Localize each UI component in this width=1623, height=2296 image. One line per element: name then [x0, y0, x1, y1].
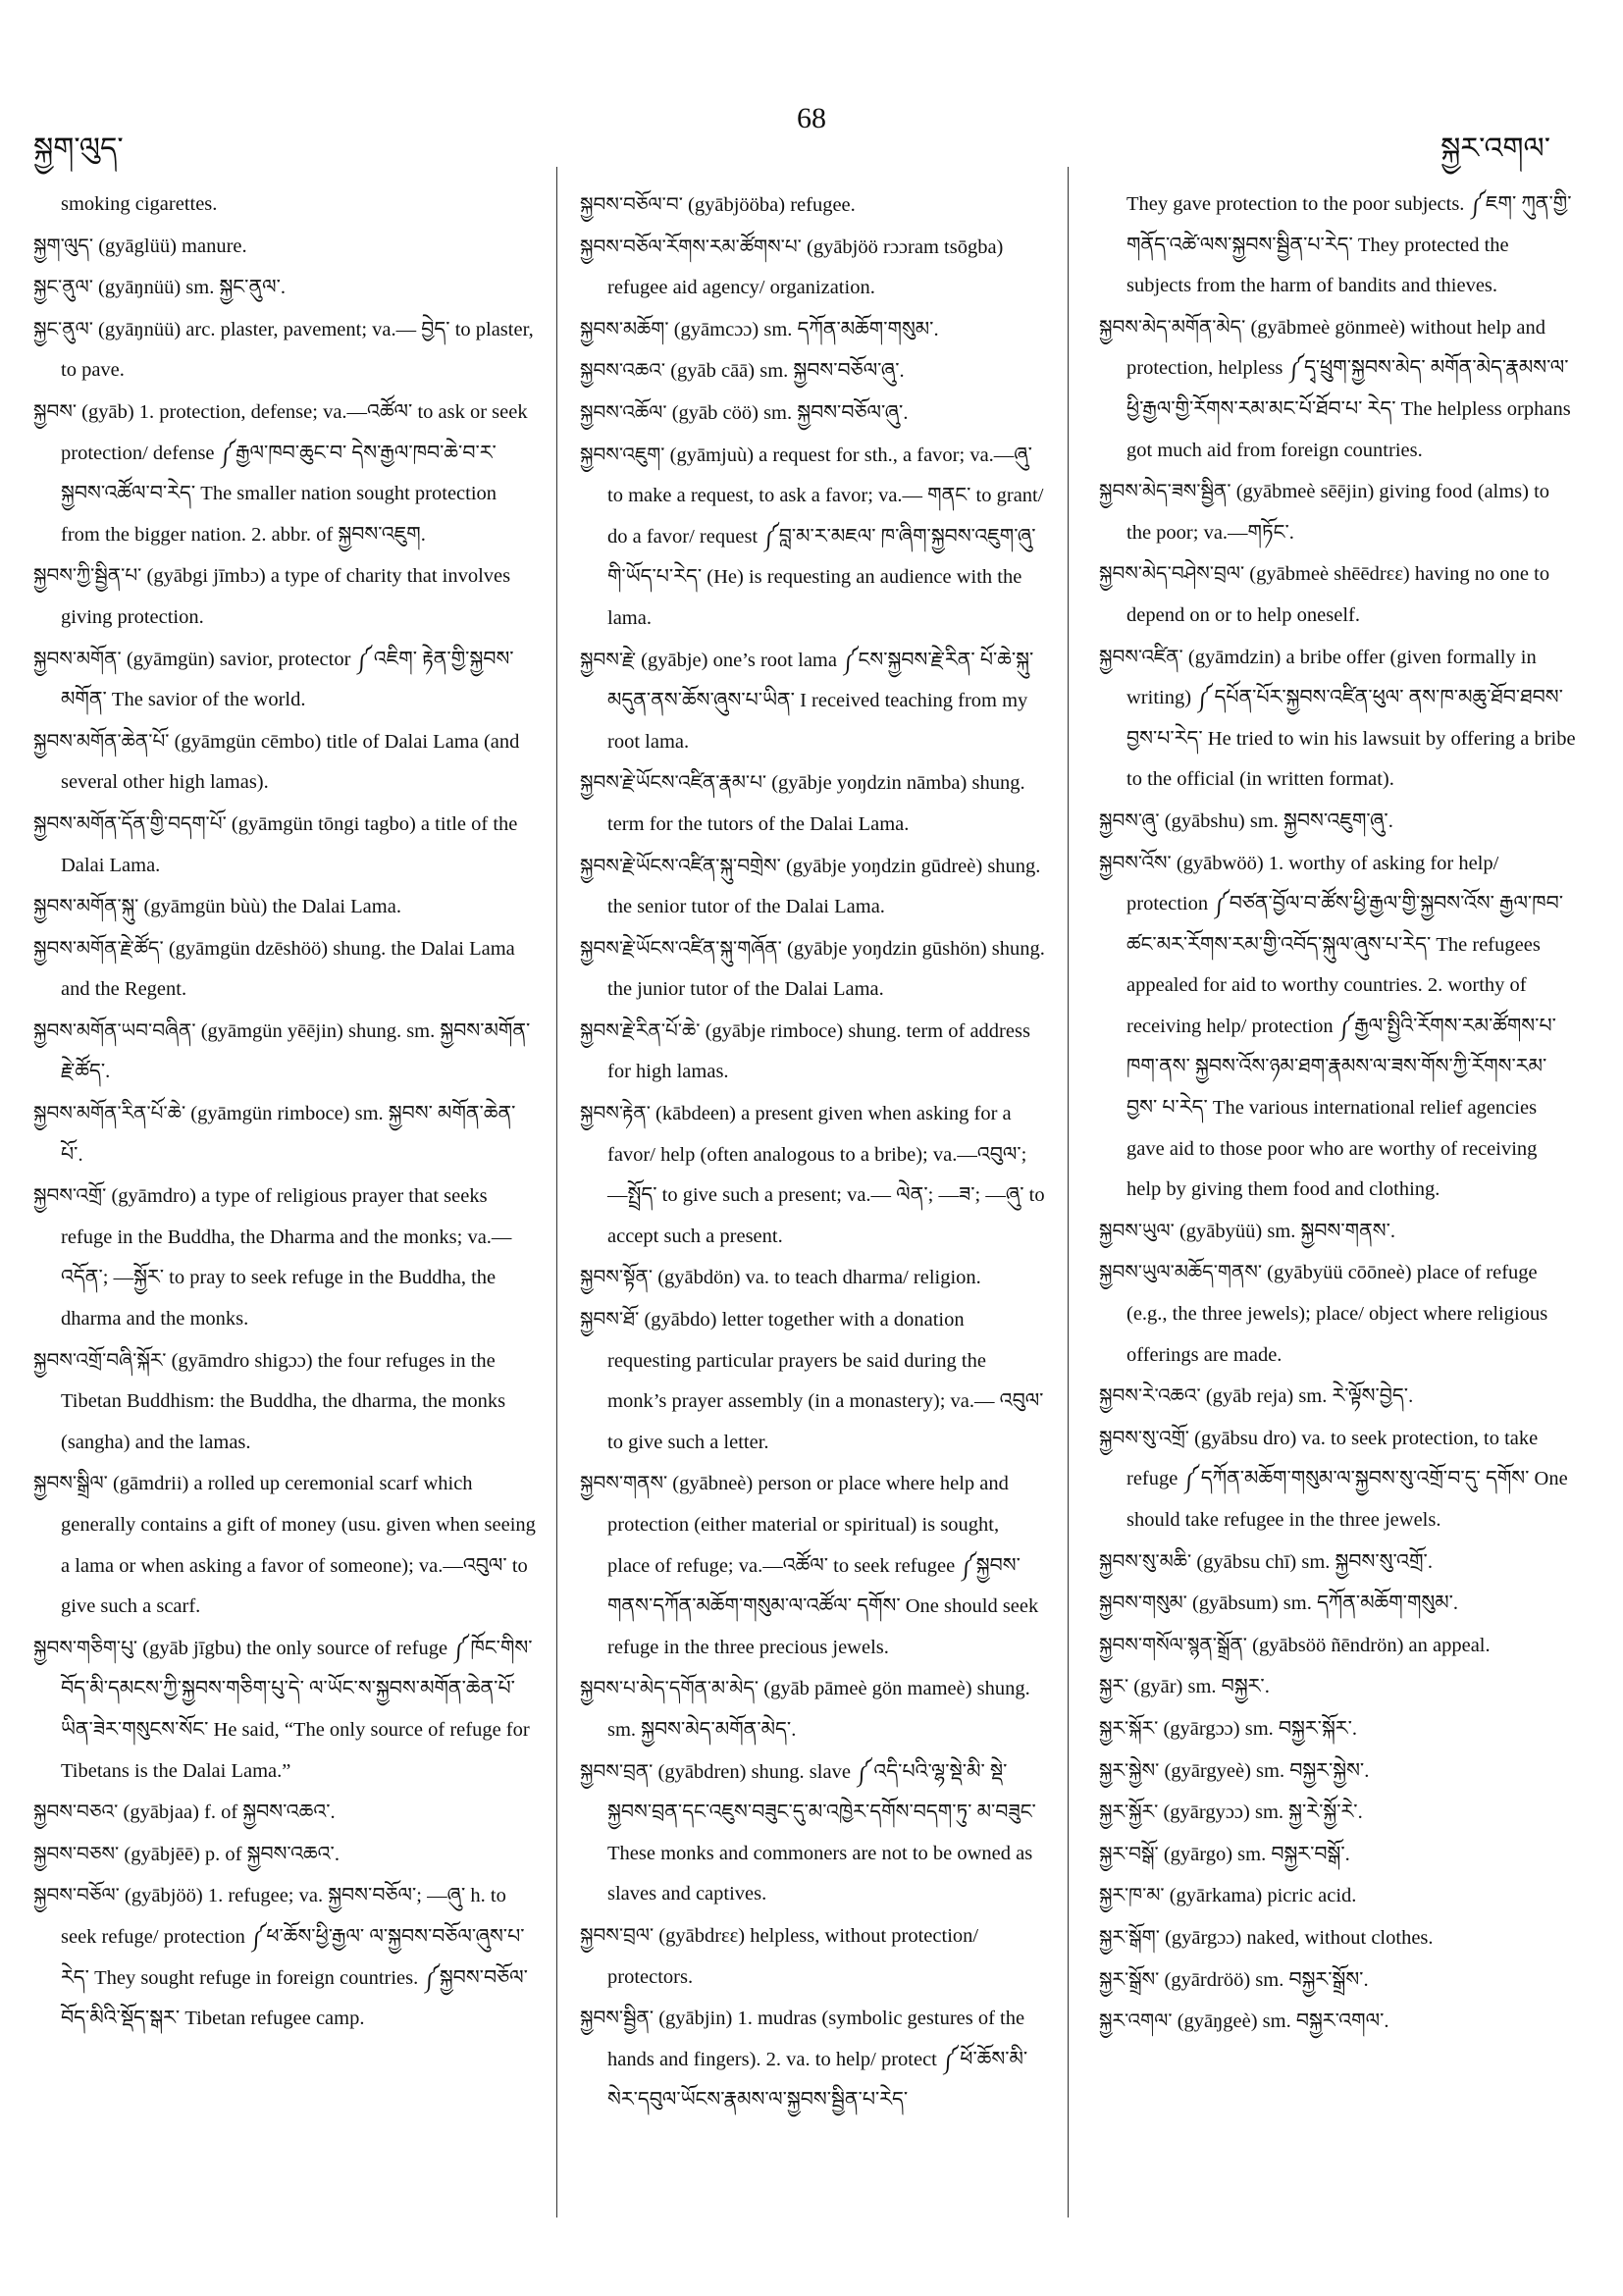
entry-headword: སྐྱར་ཁ་མ་ — [1099, 1883, 1165, 1907]
entry-headword: སྐྱབས་མཆོག་ — [580, 316, 669, 340]
column-divider — [1068, 167, 1069, 2218]
dictionary-entry — [1099, 843, 1576, 1211]
dictionary-entry — [580, 640, 1046, 763]
entry-definition: (gyābshu) sm. སྐྱབས་འཇུག་ཞུ་. — [1164, 809, 1393, 832]
entry-definition: (gyārgɔɔ) sm. བསྐྱར་སྐོར་. — [1163, 1717, 1358, 1740]
dictionary-entry — [580, 846, 1046, 928]
dictionary-column-1 — [33, 184, 536, 2040]
entry-definition: (gāmdrii) a rolled up ceremonial scarf which generally contains a gift of money (usu. given when seeing a lama or when asking a favor of someone); va.—འབུལ་ to give such a scarf. — [61, 1473, 536, 1618]
entry-definition: (gyāmgün) savior, protector ༼འཇིག་ རྟེན་གྱི་སྐྱབས་མགོན་ The savior of the world. — [61, 648, 514, 711]
dictionary-entry — [1099, 1252, 1576, 1376]
entry-headword: སྐྱབས་གསོལ་སྙན་སྒྲོན་ — [1099, 1632, 1247, 1656]
entry-definition: (gyābje rimboce) shung. term of address for high lamas. — [607, 1019, 1030, 1083]
entry-headword: སྐྱབས་པ་མེད་དགོན་མ་མེད་ — [580, 1676, 759, 1700]
entry-headword: སྐྱབས་ཀྱི་སྦྱིན་པ་ — [33, 563, 142, 588]
dictionary-entry — [1099, 1583, 1576, 1625]
entry-definition: (gyāb pāmeè gön mameè) shung. sm. སྐྱབས་མེད་མགོན་མེད་. — [607, 1678, 1030, 1741]
dictionary-entry — [33, 1011, 536, 1093]
entry-definition: (gyābje yoŋdzin gūdreè) shung. the senior tutor of the Dalai Lama. — [607, 855, 1041, 918]
entry-definition: (gyāŋgeè) sm. བསྐྱར་འགལ་. — [1177, 2010, 1389, 2033]
entry-headword: སྐྱར་སྐྱོར་ — [1099, 1800, 1159, 1824]
dictionary-entry — [33, 1834, 536, 1876]
entry-definition: (gyāmgün cēmbo) title of Dalai Lama (and several other high lamas). — [61, 730, 520, 794]
entry-definition: (gyābdrεε) helpless, without protection/ protectors. — [607, 1924, 979, 1988]
entry-headword: སྐྱབས་རྗེ་ཡོངས་འཛིན་སྐུ་བགྲེས་ — [580, 853, 781, 877]
dictionary-entry — [1099, 1917, 1576, 1959]
dictionary-entry — [580, 227, 1046, 309]
dictionary-entry — [1099, 1875, 1576, 1917]
entry-definition: (gyāmjuù) a request for sth., a favor; va.—ཞུ་ to make a request, to ask a favor; va.— གནང་ to grant/ do a favor/ request ༼བླ་མ་ར་མཇལ་ ཁ་ཞིག་སྐྱབས་འཇུག་ཞུ་གི་ཡོད་པ་རེད་ (He) is requesting an audience with the lama. — [607, 444, 1044, 629]
entry-definition: (gyābsu chī) sm. སྐྱབས་སུ་འགྲོ་. — [1196, 1550, 1433, 1573]
dictionary-entry — [33, 267, 536, 309]
dictionary-entry — [580, 1915, 1046, 1998]
entry-headword: སྐྱབས་མགོན་དོན་གྱི་བདག་པོ་ — [33, 810, 227, 835]
entry-headword: སྐྱབས་རྟེན་ — [580, 1101, 651, 1125]
dictionary-column-3 — [1099, 184, 1576, 2043]
entry-headword: སྐྱབས་བཅོལ་བ་ — [580, 192, 683, 216]
entry-definition: (gyābdo) letter together with a donation requesting particular prayers be said during the monk’s prayer assembly (in a monastery); va.— འབུལ་ to give such a letter. — [607, 1309, 1044, 1453]
dictionary-entry — [33, 1340, 536, 1464]
entry-definition: (gyārgyeè) sm. བསྐྱར་སྐྱེས་. — [1164, 1759, 1370, 1782]
entry-definition: (gyāb cöö) sm. སྐྱབས་བཅོལ་ཞུ་. — [671, 401, 909, 424]
entry-definition: (gyābjööba) refugee. — [688, 194, 856, 216]
dictionary-entry — [580, 1093, 1046, 1257]
entry-definition: (gyābjaa) f. of སྐྱབས་འཆའ་. — [123, 1801, 336, 1824]
dictionary-entry — [580, 184, 1046, 227]
dictionary-entry — [1099, 1211, 1576, 1253]
entry-headword: སྐྱབས་ — [33, 398, 78, 423]
running-head-right: སྐྱར་འགལ་ — [1440, 131, 1550, 166]
dictionary-entry — [1099, 2001, 1576, 2043]
entry-definition: (gyābjöö) 1. refugee; va. སྐྱབས་བཅོལ་; —ཞུ་ h. to seek refuge/ protection ༼ཕ་ཆོས་ཕྱི་རྒྱལ་ ལ་སྐྱབས་བཅོལ་ཞུས་པ་རེད་ They sought refuge in foreign countries. ༼སྐྱབས་བཅོལ་བོད་མིའི་སྡོད་སྒར་ Tibetan refugee camp. — [61, 1885, 528, 2030]
entry-headword: སྐྱབས་རེ་འཆའ་ — [1099, 1383, 1201, 1408]
dictionary-entry — [580, 1751, 1046, 1915]
entry-definition: (gyābneè) person or place where help and protection (either material or spiritual) is sought, place of refuge; va.—འཚོལ་ to seek refugee ༼སྐྱབས་གནས་དཀོན་མཆོག་གསུམ་ལ་འཚོལ་ དགོས་ One should seek refuge in the three precious jewels. — [607, 1473, 1039, 1658]
entry-headword: སྐྱབས་འཆའ་ — [580, 358, 666, 383]
dictionary-entry — [1099, 1792, 1576, 1834]
entry-headword: སྐྱར་བསྒོ་ — [1099, 1841, 1159, 1865]
column-divider — [556, 167, 557, 2218]
dictionary-entry — [1099, 184, 1576, 307]
entry-headword: སྐྱབས་བཅའ་ — [33, 1800, 119, 1824]
entry-headword: སྐྱར་སྒོག་ — [1099, 1924, 1160, 1949]
entry-definition: (gyābje yoŋdzin gūshön) shung. the junior tutor of the Dalai Lama. — [607, 937, 1045, 1001]
dictionary-entry — [1099, 1376, 1576, 1418]
entry-headword: སྐྱབས་ཞུ་ — [1099, 808, 1160, 832]
entry-headword: སྐྱབས་འཇུག་ — [580, 442, 665, 466]
entry-definition: (gyārdröö) sm. བསྐྱར་སྒྲོས་. — [1164, 1968, 1369, 1991]
dictionary-entry — [580, 1668, 1046, 1750]
entry-headword: སྐྱབས་ཡུལ་ — [1099, 1218, 1175, 1242]
dictionary-entry — [33, 1093, 536, 1175]
entry-headword: སྐྱབས་རྗེ་ — [580, 647, 637, 671]
entry-definition: (gyābwöö) 1. worthy of asking for help/ protection ༼བཙན་བྱོལ་བ་ཚོས་ཕྱི་རྒྱལ་གྱི་སྐྱབས་འོས་ རྒྱལ་ཁབ་ཚང་མར་རོགས་རམ་གྱི་འབོད་སྐུལ་ཞུས་པ་རེད་ The refugees appealed for aid to worthy countries. 2. worthy of receiving help/ protection ༼རྒྱལ་སྤྱིའི་རོགས་རམ་ཚོགས་པ་ཁག་ནས་ སྐྱབས་འོས་ཉམ་ཐག་རྣམས་ལ་ཟས་གོས་ཀྱི་རོགས་རམ་བྱས་ པ་རེད་ The various international relief agencies gave aid to those poor who are worthy of receiving help by giving them food and clothing. — [1126, 852, 1564, 1201]
entry-headword: སྐྱར་ — [1099, 1674, 1129, 1698]
entry-definition: (gyābdön) va. to teach dharma/ religion. — [657, 1267, 981, 1289]
dictionary-entry — [580, 1257, 1046, 1299]
entry-definition: (gyābyüü) sm. སྐྱབས་གནས་. — [1178, 1220, 1396, 1242]
entry-headword: སྐྱབས་བཅོལ་ — [33, 1883, 120, 1907]
entry-definition: (gyāmcɔɔ) sm. དཀོན་མཆོག་གསུམ་. — [673, 318, 939, 340]
entry-headword: སྐྱབས་སུ་མཆི་ — [1099, 1548, 1192, 1573]
entry-headword: སྐྱབས་གནས་ — [580, 1471, 668, 1495]
entry-headword: སྐྱར་སྐྱེས་ — [1099, 1757, 1160, 1782]
entry-headword: སྐྱར་སྒྲོས་ — [1099, 1966, 1160, 1991]
dictionary-entry — [580, 350, 1046, 392]
dictionary-entry — [33, 1628, 536, 1792]
entry-definition: (gyābsu dro) va. to seek protection, to take refuge ༼དཀོན་མཆོག་གསུམ་ལ་སྐྱབས་སུ་འགྲོ་བ་དུ་ དགོས་ One should take refugee in the three jewels. — [1126, 1427, 1568, 1531]
dictionary-entry — [580, 1299, 1046, 1463]
entry-headword: སྐྱབས་ཡུལ་མཆོད་གནས་ — [1099, 1260, 1263, 1284]
dictionary-entry — [33, 1875, 536, 2039]
dictionary-entry — [1099, 637, 1576, 801]
entry-definition: (gyāmgün rimboce) sm. སྐྱབས་ མགོན་ཆེན་པོ་. — [61, 1103, 516, 1166]
entry-definition: (kābdeen) a present given when asking for a favor/ help (often analogous to a bribe); va.—འབུལ་; —སྤྲོད་ to give such a present; va.— ལེན་; —ཟ་; —ཞུ་ to accept such a present. — [607, 1103, 1045, 1247]
entry-definition: They gave protection to the poor subjects. ༼ཇག་ ཀུན་གྱི་གནོད་འཚེ་ལས་སྐྱབས་སྦྱིན་པ་རེད་ They protected the subjects from the harm of bandits and thieves. — [1126, 193, 1572, 297]
entry-definition: (gyārgɔɔ) naked, without clothes. — [1165, 1926, 1434, 1949]
dictionary-entry — [1099, 307, 1576, 471]
entry-headword: སྐྱབས་མགོན་ཡབ་བཞིན་ — [33, 1018, 196, 1042]
dictionary-entry — [33, 309, 536, 391]
entry-definition: (gyābje) one’s root lama ༼ངས་སྐྱབས་རྗེ་རིན་ པོ་ཆེ་སྐུ་མདུན་ནས་ཆོས་ཞུས་པ་ཡིན་ I received teaching from my root lama. — [607, 649, 1034, 753]
entry-definition: (gyābje yoŋdzin nāmba) shung. term for the tutors of the Dalai Lama. — [607, 772, 1025, 835]
dictionary-entry — [33, 1463, 536, 1627]
entry-definition: (gyāmdro) a type of religious prayer that seeks refuge in the Buddha, the Dharma and the monks; va.—འདོན་; —སྐྱོར་ to pray to seek refuge in the Buddha, the dharma and the monks. — [61, 1185, 512, 1331]
dictionary-entry — [33, 226, 536, 268]
dictionary-entry — [580, 1998, 1046, 2121]
dictionary-entry — [580, 928, 1046, 1011]
entry-definition: (gyābyüü cōōneè) place of refuge (e.g., the three jewels); place/ object where religious offerings are made. — [1126, 1262, 1548, 1366]
dictionary-entry — [1099, 1959, 1576, 2002]
entry-definition: (gyāŋnüü) arc. plaster, pavement; va.— བྱེད་ to plaster, to pave. — [61, 318, 534, 382]
entry-headword: སྐྱབས་མགོན་རིན་པོ་ཆེ་ — [33, 1101, 186, 1125]
dictionary-entry — [580, 435, 1046, 640]
dictionary-entry — [580, 392, 1046, 435]
entry-headword: སྐྱབས་མེད་མགོན་མེད་ — [1099, 314, 1246, 339]
dictionary-entry — [1099, 1541, 1576, 1584]
entry-headword: སྐྱང་ནུལ་ — [33, 316, 93, 340]
dictionary-entry — [1099, 471, 1576, 553]
dictionary-entry — [1099, 1834, 1576, 1876]
dictionary-entry — [1099, 1708, 1576, 1750]
entry-headword: སྐྱབས་སུ་འགྲོ་ — [1099, 1425, 1189, 1449]
entry-headword: སྐྱབས་སྒྲིལ་ — [33, 1471, 108, 1495]
entry-definition: smoking cigarettes. — [61, 193, 218, 215]
entry-definition: (gyāb jīgbu) the only source of refuge ༼ཁོང་གིས་བོད་མི་དམངས་ཀྱི་སྐྱབས་གཅིག་པུ་དེ་ ལ་ཡོང་ས་སྐྱབས་མགོན་ཆེན་པོ་ཡིན་ཟེར་གསུངས་སོང་ He said, “The only source of refuge for Tibetans is the Dalai Lama.” — [61, 1637, 533, 1782]
entry-headword: སྐྱབས་འོས་ — [1099, 850, 1172, 874]
entry-headword: སྐྱབས་འཛིན་ — [1099, 644, 1183, 668]
entry-headword: སྐྱབས་གཅིག་པུ་ — [33, 1635, 138, 1659]
entry-definition: (gyāmgün yēējin) shung. sm. སྐྱབས་མགོན་རྗེ་ཚོད་. — [61, 1019, 531, 1083]
entry-headword: སྐྱབས་བྲན་ — [580, 1758, 654, 1783]
running-head-left: སྐྱག་ལུད་ — [33, 131, 124, 166]
page-number: 68 — [797, 102, 826, 134]
entry-definition: (gyābsum) sm. དཀོན་མཆོག་གསུམ་. — [1191, 1592, 1459, 1615]
entry-headword: སྐྱར་སྐོར་ — [1099, 1715, 1159, 1740]
entry-definition: (gyāmdro shigɔɔ) the four refuges in the Tibetan Buddhism: the Buddha, the dharma, the monks (sangha) and the lamas. — [61, 1349, 506, 1453]
entry-definition: (gyāŋnüü) sm. སྐྱང་ནུལ་. — [98, 277, 287, 299]
entry-headword: སྐྱག་ལུད་ — [33, 233, 94, 257]
entry-headword: སྐྱབས་སྦྱིན་ — [580, 2006, 654, 2030]
entry-definition: (gyār) sm. བསྐྱར་. — [1133, 1676, 1270, 1698]
entry-definition: (gyābmeè gönmeè) without help and protection, helpless ༼དྭ་ཕྲུག་སྐྱབས་མེད་ མགོན་མེད་རྣམས་ལ་ཕྱི་རྒྱལ་གྱི་རོགས་རམ་མང་པོ་ཐོབ་པ་ རེད་ The helpless orphans got much aid from foreign countries. — [1126, 316, 1571, 461]
entry-definition: (gyābjēē) p. of སྐྱབས་འཆའ་. — [124, 1843, 340, 1865]
dictionary-entry — [580, 309, 1046, 351]
dictionary-entry — [580, 762, 1046, 845]
entry-headword: སྐྱབས་གསུམ་ — [1099, 1591, 1187, 1615]
dictionary-entry — [33, 639, 536, 721]
entry-definition: (gyābgi jīmbɔ) a type of charity that involves giving protection. — [61, 565, 511, 628]
dictionary-entry — [33, 886, 536, 928]
entry-definition: (gyābmeè sēējin) giving food (alms) to the poor; va.—གཏོང་. — [1126, 481, 1550, 544]
dictionary-entry — [580, 1463, 1046, 1668]
entry-headword: སྐྱབས་སྟོན་ — [580, 1265, 654, 1289]
entry-headword: སྐྱབས་འགྲོ་བཞི་སྐོར་ — [33, 1347, 167, 1372]
entry-definition: (gyāb) 1. protection, defense; va.—འཚོལ་ to ask or seek protection/ defense ༼རྒྱལ་ཁབ་ཆུང་བ་ དེས་རྒྱལ་ཁབ་ཆེ་བ་ར་སྐྱབས་འཚོལ་བ་རེད་ The smaller nation sought protection from the bigger nation. 2. abbr. of སྐྱབས་འཇུག. — [61, 400, 528, 546]
entry-headword: སྐྱར་འགལ་ — [1099, 2009, 1173, 2033]
entry-definition: (gyāmgün tōngi tagbo) a title of the Dalai Lama. — [61, 812, 518, 876]
entry-definition: (gyārkama) picric acid. — [1169, 1885, 1357, 1907]
entry-definition: (gyābjin) 1. mudras (symbolic gestures of the hands and fingers). 2. va. to help/ protect ༼ཕོ་ཆོས་མི་སེར་དབུལ་ཡོངས་རྣམས་ལ་སྐྱབས་སྦྱིན་པ་རེད་ — [607, 2008, 1028, 2112]
dictionary-entry — [33, 555, 536, 638]
entry-headword: སྐྱབས་མགོན་ — [33, 646, 122, 670]
entry-headword: སྐྱབས་བཅོལ་རོགས་རམ་ཚོགས་པ་ — [580, 234, 802, 258]
dictionary-entry — [33, 184, 536, 226]
entry-headword: སྐྱབས་མགོན་རྗེ་ཚོད་ — [33, 935, 164, 960]
dictionary-entry — [33, 1792, 536, 1834]
dictionary-entry — [1099, 801, 1576, 843]
entry-headword: སྐྱབས་ཐོ་ — [580, 1307, 640, 1331]
entry-headword: སྐྱབས་མེད་བཤེས་བྲལ་ — [1099, 561, 1245, 586]
entry-definition: (gyābjöö rɔɔram tsōgba) refugee aid agency/ organization. — [607, 235, 1004, 299]
dictionary-entry — [1099, 1418, 1576, 1541]
entry-headword: སྐྱབས་རྗེ་ཡོངས་འཛིན་རྣམ་པ་ — [580, 770, 767, 795]
entry-headword: སྐྱབས་མེད་ཟས་སྦྱིན་ — [1099, 479, 1231, 503]
entry-headword: སྐྱབས་རྗེ་ཡོངས་འཛིན་སྐུ་གཞོན་ — [580, 935, 782, 960]
entry-definition: (gyāglüü) manure. — [98, 235, 247, 257]
entry-definition: (gyārgo) sm. བསྐྱར་བསྒོ་. — [1163, 1843, 1350, 1865]
dictionary-entry — [1099, 1625, 1576, 1667]
dictionary-entry — [1099, 553, 1576, 636]
dictionary-entry — [33, 391, 536, 555]
entry-definition: (gyāmdzin) a bribe offer (given formally in writing) ༼དཔོན་པོར་སྐྱབས་འཛིན་ཕུལ་ ནས་ཁ་མཆུ་ཐོབ་ཐབས་བྱས་པ་རེད་ He tried to win his lawsuit by offering a bribe to the official (in written format). — [1126, 646, 1576, 791]
entry-headword: སྐྱབས་འཆོལ་ — [580, 399, 667, 424]
entry-headword: སྐྱབས་བཅས་ — [33, 1841, 120, 1865]
entry-headword: སྐྱང་ནུལ་ — [33, 275, 93, 299]
dictionary-entry — [33, 1175, 536, 1339]
entry-definition: (gyāb cāā) sm. སྐྱབས་བཅོལ་ཞུ་. — [670, 360, 905, 383]
dictionary-entry — [580, 1011, 1046, 1093]
entry-headword: སྐྱབས་མགོན་སྐུ་ — [33, 894, 139, 918]
entry-headword: སྐྱབས་མགོན་ཆེན་པོ་ — [33, 728, 170, 753]
entry-definition: (gyārgyɔɔ) sm. སྐྱ་རེ་སྐྱོ་རེ་. — [1163, 1801, 1363, 1824]
dictionary-entry — [33, 928, 536, 1011]
dictionary-entry — [1099, 1750, 1576, 1793]
dictionary-entry — [33, 804, 536, 886]
entry-definition: (gyābmeè shēēdrεε) having no one to depend on or to help oneself. — [1126, 563, 1550, 626]
dictionary-column-2 — [580, 184, 1046, 2121]
entry-definition: (gyābsöö ñēndrön) an appeal. — [1252, 1634, 1491, 1656]
entry-definition: (gyāb reja) sm. རེ་ལྟོས་བྱེད་. — [1205, 1385, 1414, 1408]
entry-headword: སྐྱབས་རྗེ་རིན་པོ་ཆེ་ — [580, 1018, 701, 1042]
entry-definition: (gyābdren) shung. slave ༼འདི་པའི་ལྷ་སྡེ་མི་ སྡེ་སྐྱབས་བྲན་དང་འཇུས་བཟུང་དུ་མ་འཁྱེར་དགོས་བདག་ཏུ་ མ་བཟུང་ These monks and commoners are not to be owned as slaves and captives. — [607, 1760, 1036, 1905]
entry-definition: (gyāmgün bùù) the Dalai Lama. — [143, 896, 401, 918]
entry-headword: སྐྱབས་འགྲོ་ — [33, 1183, 107, 1208]
dictionary-entry — [1099, 1666, 1576, 1708]
entry-headword: སྐྱབས་བྲལ་ — [580, 1922, 654, 1947]
dictionary-entry — [33, 721, 536, 804]
entry-definition: (gyāmgün dzēshöö) shung. the Dalai Lama and the Regent. — [61, 937, 515, 1001]
